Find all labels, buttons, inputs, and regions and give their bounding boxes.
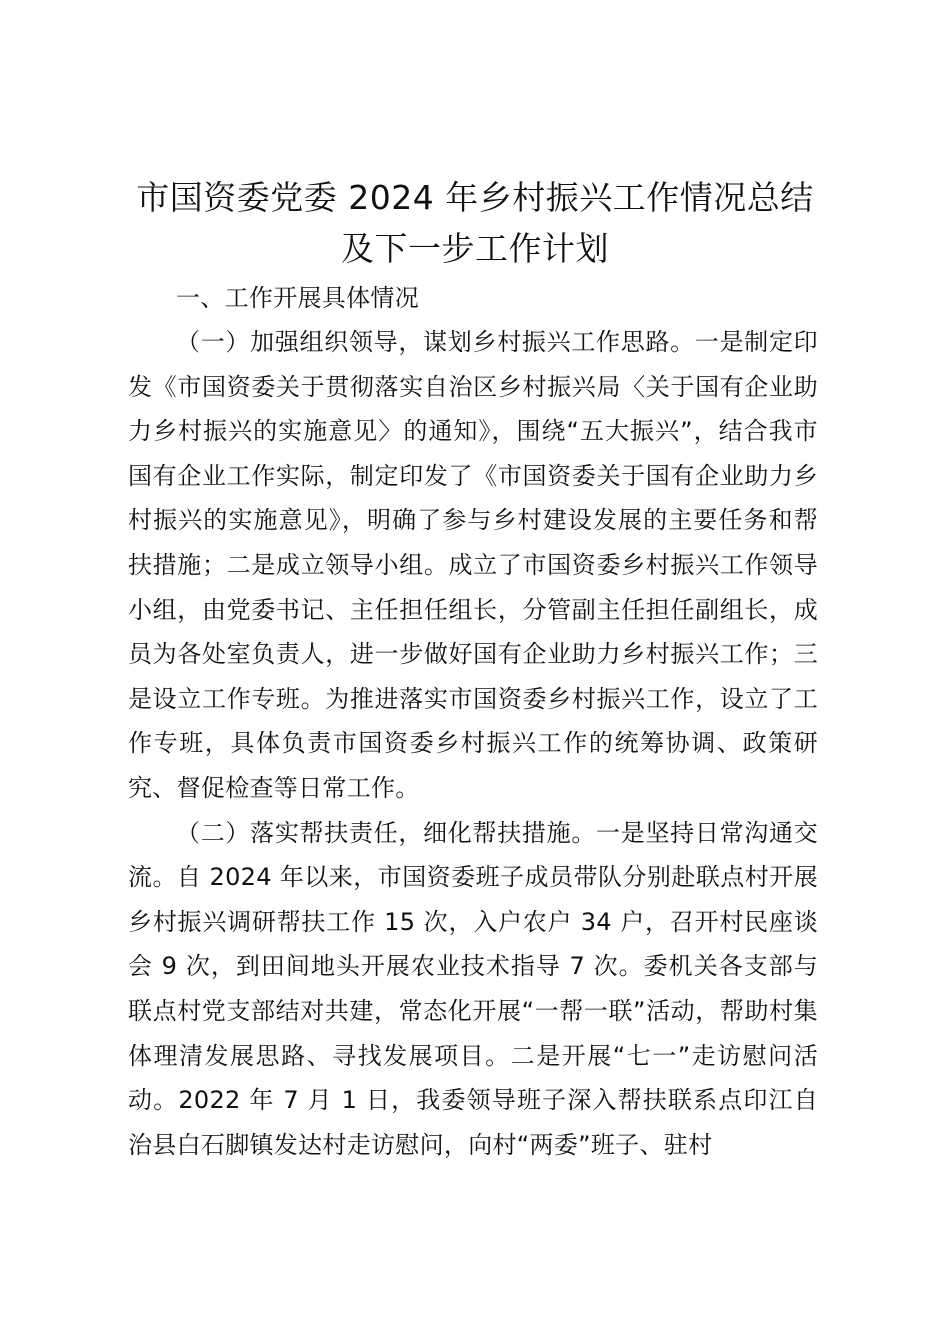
document-body [128, 278, 818, 1167]
title-line-2: 及下一步工作计划 [341, 229, 609, 268]
section-heading-1: 一、工作开展具体情况 [176, 284, 419, 312]
paragraph-2: （二）落实帮扶责任，细化帮扶措施。一是坚持日常沟通交流。自 2024 年以来，市国资委班子成员带队分别赴联点村开展乡村振兴调研帮扶工作 15 次，入户农户 34 户，召开村民座谈会 9 次，到田间地头开展农业技术指导 7 次。委机关各支部与联点村党支部结对共建，常态化开展“一帮一联”活动，帮助村集体理清发展思路、寻找发展项目。二是开展“七一”走访慰问活动。2022 年 7 月 1 日，我委领导班子深入帮扶联系点印江自治县白石脚镇发达村走访慰问，向村“两委”班子、驻村 [128, 818, 818, 1159]
title-line-1: 市国资委党委 2024 年乡村振兴工作情况总结 [136, 178, 814, 217]
paragraph-1: （一）加强组织领导，谋划乡村振兴工作思路。一是制定印发《市国资委关于贯彻落实自治区乡村振兴局〈关于国有企业助力乡村振兴的实施意见〉的通知》，围绕“五大振兴”，结合我市国有企业工作实际，制定印发了《市国资委关于国有企业助力乡村振兴的实施意见》，明确了参与乡村建设发展的主要任务和帮扶措施；二是成立领导小组。成立了市国资委乡村振兴工作领导小组，由党委书记、主任担任组长，分管副主任担任副组长，成员为各处室负责人，进一步做好国有企业助力乡村振兴工作；三是设立工作专班。为推进落实市国资委乡村振兴工作，设立了工作专班，具体负责市国资委乡村振兴工作的统筹协调、政策研究、督促检查等日常工作。 [128, 328, 818, 802]
document-title [110, 172, 840, 274]
